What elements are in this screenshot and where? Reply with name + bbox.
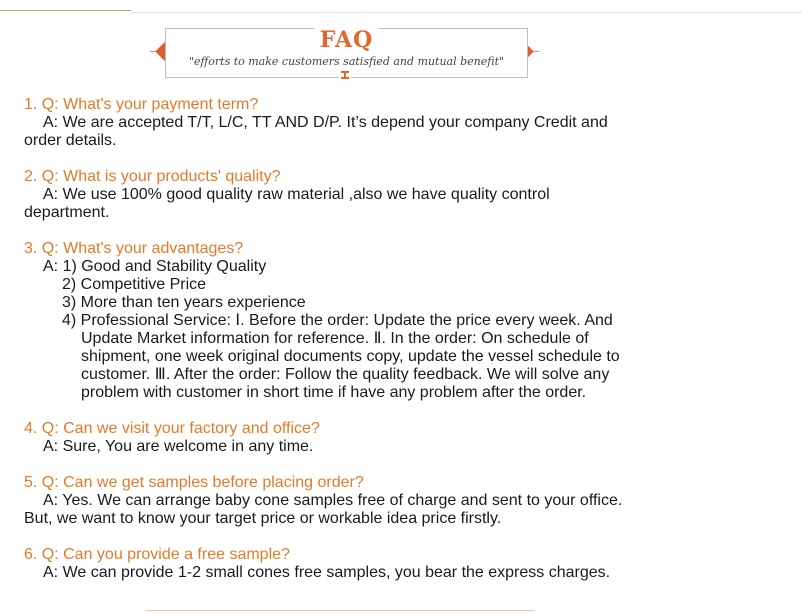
faq-question: 6. Q: Can you provide a free sample? [24,546,290,563]
ornament-icon [339,68,351,82]
faq-answer-line: A: We can provide 1-2 small cones free samples, you bear the express charges. [43,564,611,581]
faq-question: 4. Q: Can we visit your factory and office? [24,420,320,437]
faq-item-2 [24,168,784,222]
faq-answer-line: shipment, one week original documents copy, update the vessel schedule to [81,348,620,365]
faq-answer-line: A: We are accepted T/T, L/C, TT AND D/P. It’s depend your company Credit and [43,114,608,131]
faq-title: FAQ [166,29,527,55]
faq-question: 2. Q: What is your products' quality? [24,168,281,185]
top-divider-accent [0,10,131,11]
faq-item-3 [24,240,784,402]
faq-answer-line: But, we want to know your target price or workable idea price firstly. [24,510,502,527]
faq-item-5 [24,474,784,528]
faq-subtitle: "efforts to make customers satisfied and mutual benefit" [188,55,505,68]
faq-answer-line: customer. Ⅲ. After the order: Follow the quality feedback. We will solve any [81,366,610,383]
faq-answer-line: Update Market information for reference. Ⅱ. In the order: On schedule of [81,330,589,347]
faq-item-4 [24,420,784,456]
faq-answer-line: A: We use 100% good quality raw material ,also we have quality control [43,186,550,203]
faq-answer-line: problem with customer in short time if have any problem after the order. [81,384,587,401]
bottom-divider [145,610,535,611]
faq-header-box [165,28,528,78]
faq-answer-line: 2) Competitive Price [62,276,207,293]
faq-answer-line: 3) More than ten years experience [62,294,306,311]
faq-item-6 [24,546,784,582]
faq-answer-line: order details. [24,132,117,149]
faq-answer-line: department. [24,204,110,221]
faq-item-1 [24,96,784,150]
faq-answer-line: 4) Professional Service: Ⅰ. Before the order: Update the price every week. And [62,312,613,329]
faq-question: 5. Q: Can we get samples before placing order? [24,474,364,491]
faq-answer-line: A: Sure, You are welcome in any time. [43,438,314,455]
faq-question: 1. Q: What's your payment term? [24,96,259,113]
top-divider [131,12,802,13]
faq-list [24,96,784,600]
faq-question: 3. Q: What's your advantages? [24,240,244,257]
faq-answer-line: A: Yes. We can arrange baby cone samples free of charge and sent to your office. [43,492,623,509]
faq-answer-line: A: 1) Good and Stability Quality [43,258,267,275]
